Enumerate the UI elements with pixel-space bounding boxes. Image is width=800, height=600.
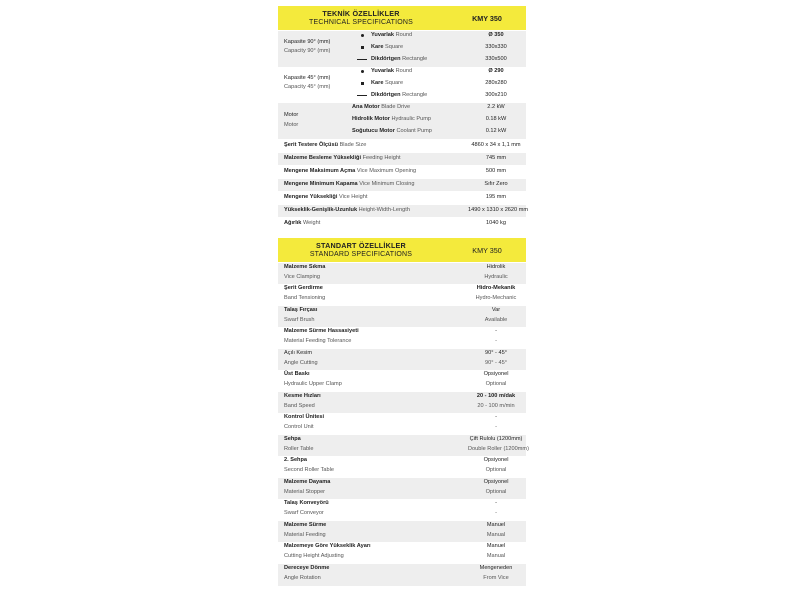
- spec-sheet: [278, 0, 529, 600]
- std-label-tr: Malzemeye Göre Yükseklik Ayarı: [284, 543, 371, 549]
- sub-label-tr: Yuvarlak: [371, 68, 395, 74]
- std-value-en: Available: [484, 317, 508, 323]
- spec-value: 0.18 kW: [485, 116, 507, 122]
- std-label-tr: Malzeme Dayama: [284, 479, 331, 485]
- sub-label-en: Round: [395, 68, 413, 74]
- spec-label-tr: Mengene Yüksekliği: [284, 194, 338, 200]
- header-title-en: STANDARD SPECIFICATIONS: [309, 251, 413, 258]
- std-row-upper-clamp: [278, 370, 526, 392]
- std-label-tr: Talaş Fırçası: [284, 307, 318, 313]
- round-icon: [361, 70, 364, 73]
- std-row-band-speed: [278, 392, 526, 413]
- std-row-band-tensioning: [278, 284, 526, 306]
- std-row-control-unit: [278, 413, 526, 435]
- spec-value: 0.12 kW: [485, 128, 507, 134]
- spec-row-vice-min-closing: [278, 179, 526, 191]
- std-value-en: From Vice: [483, 575, 509, 581]
- std-row-second-roller-table: [278, 456, 526, 478]
- std-label-en: Material Feeding: [284, 532, 326, 538]
- std-value-tr: 90° - 45°: [485, 350, 507, 356]
- spec-label-en: Weight: [302, 220, 321, 226]
- spec-label-en: Feeding Height: [362, 155, 401, 161]
- std-row-feeding-tolerance: [278, 327, 526, 349]
- spec-value: 330x330: [485, 44, 507, 50]
- std-value-en: Hydro-Mechanic: [475, 295, 517, 301]
- spec-value: 300x210: [485, 92, 507, 98]
- rectangle-icon: [357, 59, 367, 60]
- header-title-tr: TEKNİK ÖZELLİKLER: [322, 9, 400, 18]
- spec-label-en: Vice Height: [338, 194, 368, 200]
- sub-label-tr: Dikdörtgen: [371, 56, 401, 62]
- spec-value: Sıfır Zero: [484, 181, 508, 187]
- spec-row-vice-height: [278, 192, 526, 204]
- spec-row-weight: [278, 218, 526, 230]
- sub-label-en: Rectangle: [402, 92, 428, 98]
- sub-label-tr: Ana Motor: [352, 104, 380, 110]
- std-label-tr: Kesme Hızları: [284, 393, 321, 399]
- sub-label-tr: Hidrolik Motor: [352, 116, 390, 122]
- std-row-swarf-brush: [278, 306, 526, 327]
- model-name: KMY 350: [472, 246, 502, 255]
- std-value-en: Optional: [485, 381, 507, 387]
- std-label-en: Vice Clamping: [284, 274, 320, 280]
- std-value-en: Manual: [486, 532, 506, 538]
- motor-row: [278, 103, 526, 139]
- square-icon: [361, 46, 364, 49]
- std-label-tr: 2. Sehpa: [284, 457, 308, 463]
- sub-label-en: Blade Drive: [381, 104, 411, 110]
- std-value-tr: Manuel: [486, 522, 506, 528]
- std-label-en: Angle Cutting: [284, 360, 318, 366]
- std-label-en: Swarf Brush: [284, 317, 315, 323]
- capacity-45-row: [278, 67, 526, 103]
- spec-value: 1040 kg: [486, 220, 506, 226]
- square-icon: [361, 82, 364, 85]
- std-value-tr: Var: [491, 307, 501, 313]
- header-title-tr: STANDART ÖZELLİKLER: [316, 241, 406, 250]
- std-row-swarf-conveyor: [278, 499, 526, 521]
- spec-value: 4860 x 34 x 1,1 mm: [471, 142, 521, 148]
- std-row-material-stopper: [278, 478, 526, 499]
- spec-value: 500 mm: [485, 168, 507, 174]
- std-value-en: Manual: [486, 553, 506, 559]
- spec-label-tr: Ağırlık: [284, 220, 302, 226]
- capacity-45-label-tr: Kapasite 45° (mm): [284, 75, 331, 81]
- std-label-tr: Dereceye Dönme: [284, 565, 330, 571]
- std-value-en: Hydraulic: [484, 274, 508, 280]
- std-value-tr: Hidrolik: [486, 264, 506, 270]
- std-value-tr: -: [495, 500, 497, 506]
- sub-label-tr: Yuvarlak: [371, 32, 395, 38]
- spec-value: 280x280: [485, 80, 507, 86]
- std-label-en: Hydraulic Upper Clamp: [284, 381, 342, 387]
- spec-row-feeding-height: [278, 153, 526, 165]
- std-value-tr: 20 - 100 m/dak: [476, 393, 516, 399]
- spec-label-tr: Mengene Minimum Kapama: [284, 181, 358, 187]
- sub-label-en: Rectangle: [402, 56, 428, 62]
- spec-label-tr: Yükseklik-Genişlik-Uzunluk: [284, 207, 358, 213]
- sub-label-tr: Kare: [371, 44, 384, 50]
- spec-row-blade-size: [278, 140, 526, 152]
- spec-label-tr: Mengene Maksimum Açma: [284, 168, 356, 174]
- std-label-en: Roller Table: [284, 446, 314, 452]
- std-label-en: Material Stopper: [284, 489, 326, 495]
- std-row-roller-table: [278, 435, 529, 456]
- sub-label-en: Round: [395, 32, 413, 38]
- spec-value: 2.2 kW: [487, 104, 505, 110]
- std-label-en: Material Feeding Tolerance: [284, 338, 352, 344]
- spec-label-en: Vice Minimum Closing: [359, 181, 415, 187]
- spec-label-en: Vice Maximum Opening: [356, 168, 417, 174]
- std-value-en: 90° - 45°: [485, 360, 507, 366]
- capacity-90-row: [278, 31, 526, 67]
- std-value-tr: Opsiyonel: [483, 371, 509, 377]
- header-title-en: TECHNICAL SPECIFICATIONS: [309, 19, 413, 26]
- sub-label-tr: Kare: [371, 80, 384, 86]
- std-value-tr: -: [495, 328, 497, 334]
- std-value-en: Double Roller (1200mm): [468, 446, 529, 452]
- motor-label-en: Motor: [284, 122, 299, 128]
- std-label-en: Band Tensioning: [284, 295, 326, 301]
- std-value-en: 20 - 100 m/min: [477, 403, 515, 409]
- std-value-en: -: [495, 424, 497, 430]
- spec-row-dimensions: [278, 205, 529, 217]
- std-value-tr: Opsiyonel: [483, 457, 509, 463]
- spec-value: 745 mm: [485, 155, 507, 161]
- std-row-angle-rotation: [278, 564, 526, 586]
- sub-label-tr: Dikdörtgen: [371, 92, 401, 98]
- std-label-en: Control Unit: [284, 424, 314, 430]
- std-label-tr: Malzeme Sıkma: [284, 264, 326, 270]
- std-value-en: -: [495, 510, 497, 516]
- std-row-material-feeding: [278, 521, 526, 542]
- std-value-en: -: [495, 338, 497, 344]
- sub-label-en: Coolant Pump: [396, 128, 432, 134]
- spec-value: 330x500: [485, 56, 507, 62]
- round-icon: [361, 34, 364, 37]
- sub-label-en: Square: [385, 80, 404, 86]
- spec-row-vice-max-opening: [278, 166, 526, 178]
- std-row-angle-cutting: [278, 349, 526, 370]
- spec-value: 195 mm: [485, 194, 507, 200]
- std-row-vice-clamping: [278, 263, 526, 284]
- standard-spec-header: [278, 238, 526, 262]
- std-row-cutting-height: [278, 542, 526, 564]
- std-label-en: Cutting Height Adjusting: [284, 553, 344, 559]
- std-label-tr: Üst Baskı: [284, 371, 310, 377]
- std-value-en: Optional: [485, 467, 507, 473]
- std-label-tr: Şerit Gerdirme: [284, 285, 323, 291]
- std-value-tr: Hidro-Mekanik: [476, 285, 516, 291]
- sub-label-en: Hydraulic Pump: [391, 116, 431, 122]
- std-value-tr: Opsiyonel: [483, 479, 509, 485]
- spec-value: Ø 290: [488, 68, 504, 74]
- std-label-tr: Malzeme Sürme Hassasiyeti: [284, 328, 359, 334]
- model-name: KMY 350: [472, 14, 502, 23]
- spec-label-en: Blade Size: [339, 142, 367, 148]
- std-label-tr: Sehpa: [284, 436, 301, 442]
- std-value-tr: Çift Rulolu (1200mm): [469, 436, 523, 442]
- spec-value: Ø 350: [488, 32, 504, 38]
- std-label-en: Swarf Conveyor: [284, 510, 324, 516]
- std-label-tr: Malzeme Sürme: [284, 522, 327, 528]
- rectangle-icon: [357, 95, 367, 96]
- std-label-tr: Açılı Kesim: [284, 350, 312, 356]
- std-label-tr: Talaş Konveyörü: [284, 500, 329, 506]
- spec-label-tr: Şerit Testere Ölçüsü: [284, 142, 338, 148]
- std-label-tr: Kontrol Ünitesi: [284, 414, 325, 420]
- std-value-tr: -: [495, 414, 497, 420]
- motor-label-tr: Motor: [284, 112, 299, 118]
- spec-label-tr: Malzeme Besleme Yüksekliği: [284, 155, 362, 161]
- technical-spec-header: [278, 6, 526, 30]
- capacity-45-label-en: Capacity 45° (mm): [284, 84, 331, 90]
- std-value-en: Optional: [485, 489, 507, 495]
- sub-label-tr: Soğutucu Motor: [352, 128, 395, 134]
- std-label-en: Angle Rotation: [284, 575, 321, 581]
- std-value-tr: Manuel: [486, 543, 506, 549]
- sub-label-en: Square: [385, 44, 404, 50]
- spec-value: 1490 x 1310 x 2620 mm: [468, 207, 529, 213]
- capacity-90-label-tr: Kapasite 90° (mm): [284, 39, 331, 45]
- std-value-tr: Mengeneden: [479, 565, 513, 571]
- std-label-en: Second Roller Table: [284, 467, 334, 473]
- std-label-en: Band Speed: [284, 403, 315, 409]
- capacity-90-label-en: Capacity 90° (mm): [284, 48, 331, 54]
- spec-label-en: Height-Width-Length: [358, 207, 410, 213]
